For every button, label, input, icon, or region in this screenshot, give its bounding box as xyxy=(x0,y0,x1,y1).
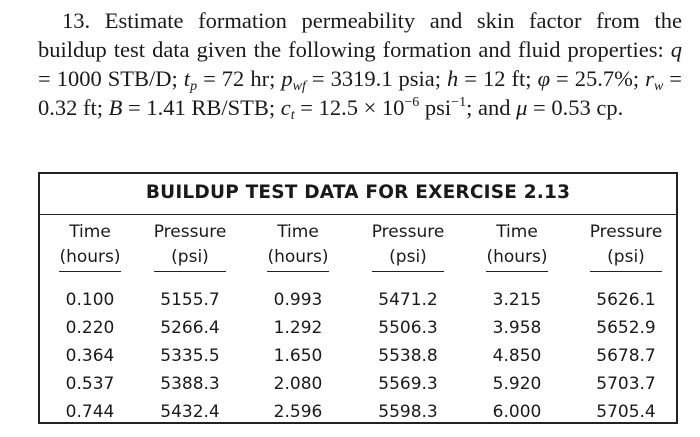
table-column-pressure-2 xyxy=(362,220,454,426)
column-values xyxy=(578,286,674,426)
column-values xyxy=(50,286,130,426)
column-header-unit: (hours) xyxy=(267,247,329,267)
table-cell: 5538.8 xyxy=(378,346,438,366)
problem-line-2: buildup test data given the following formation and fluid properties: xyxy=(38,37,664,62)
table-cell: 1.292 xyxy=(273,318,323,338)
table-cell: 2.080 xyxy=(273,374,323,394)
b-value: = 1.41 RB/STB; xyxy=(122,95,281,120)
pwf-value: = 3319.1 psia; xyxy=(305,66,448,91)
table-column-time-1 xyxy=(50,220,130,426)
q-value: = 1000 STB/D; xyxy=(38,66,184,91)
table-cell: 5335.5 xyxy=(160,346,220,366)
column-header-title: Pressure xyxy=(153,222,227,242)
column-values xyxy=(258,286,338,426)
ct-unit: psi xyxy=(419,95,452,120)
table-title: BUILDUP TEST DATA FOR EXERCISE 2.13 xyxy=(145,182,571,203)
rw-symbol: r xyxy=(645,66,654,91)
column-header xyxy=(372,220,445,272)
table-cell: 5506.3 xyxy=(378,318,438,338)
column-header-title: Pressure xyxy=(371,222,445,242)
table-column-time-3 xyxy=(476,220,558,426)
h-symbol: h xyxy=(447,66,459,91)
tp-subscript: p xyxy=(190,79,198,94)
column-header-title: Time xyxy=(496,222,538,242)
column-header-title: Time xyxy=(69,222,111,242)
table-column-pressure-3 xyxy=(578,220,674,426)
table-column-pressure-1 xyxy=(145,220,235,426)
table-cell: 5598.3 xyxy=(378,402,438,422)
problem-statement xyxy=(38,6,682,122)
table-cell: 0.537 xyxy=(65,374,115,394)
table-cell: 0.220 xyxy=(65,318,115,338)
rw-subscript: w xyxy=(653,79,664,94)
phi-value: = 25.7%; xyxy=(550,66,640,91)
table-cell: 0.364 xyxy=(65,346,115,366)
table-cell: 5652.9 xyxy=(596,318,656,338)
column-header-title: Pressure xyxy=(589,222,663,242)
table-cell: 5626.1 xyxy=(596,290,656,310)
column-header-unit: (psi) xyxy=(607,247,645,267)
table-cell: 5388.3 xyxy=(160,374,220,394)
table-cell: 1.650 xyxy=(273,346,323,366)
column-header xyxy=(154,220,227,272)
ct-value: = 12.5 × 10 xyxy=(294,95,405,120)
tp-value: = 72 hr; xyxy=(197,66,282,91)
ct-unit-exponent: −1 xyxy=(451,95,467,110)
rw-value: = 0.32 ft; xyxy=(38,66,682,120)
ct-tail: ; and xyxy=(466,95,517,120)
table-cell: 6.000 xyxy=(492,402,542,422)
tp-symbol: t xyxy=(183,66,191,91)
mu-value: = 0.53 xyxy=(527,95,591,120)
column-header xyxy=(267,220,328,272)
h-value: = 12 ft; xyxy=(458,66,538,91)
column-values xyxy=(476,286,558,426)
column-values xyxy=(145,286,235,426)
column-header-unit: (hours) xyxy=(486,247,548,267)
problem-line-1: 13. Estimate formation permeability and skin factor from the xyxy=(62,8,682,33)
buildup-data-table xyxy=(38,172,678,424)
column-header xyxy=(59,220,120,272)
mu-symbol: μ xyxy=(516,95,528,120)
phi-symbol: φ xyxy=(537,66,551,91)
table-cell: 3.215 xyxy=(492,290,542,310)
column-header-unit: (psi) xyxy=(389,247,427,267)
b-symbol: B xyxy=(108,95,123,120)
table-cell: 2.596 xyxy=(273,402,323,422)
table-cell: 0.100 xyxy=(65,290,115,310)
ct-symbol: c xyxy=(280,95,291,120)
column-header xyxy=(590,220,663,272)
column-header-unit: (psi) xyxy=(171,247,209,267)
table-cell: 5678.7 xyxy=(596,346,656,366)
column-values xyxy=(362,286,454,426)
table-cell: 5.920 xyxy=(492,374,542,394)
column-header-unit: (hours) xyxy=(59,247,121,267)
column-header xyxy=(486,220,547,272)
table-cell: 4.850 xyxy=(492,346,542,366)
title-divider xyxy=(40,214,676,215)
table-column-time-2 xyxy=(258,220,338,426)
q-symbol: q xyxy=(670,37,683,62)
ct-exponent: −6 xyxy=(404,95,420,110)
table-cell: 5432.4 xyxy=(160,402,220,422)
table-cell: 0.744 xyxy=(65,402,115,422)
problem-line-5: cp. xyxy=(596,95,624,120)
table-cell: 5703.7 xyxy=(596,374,656,394)
table-cell: 5155.7 xyxy=(160,290,220,310)
column-header-title: Time xyxy=(277,222,319,242)
table-cell: 0.993 xyxy=(273,290,323,310)
table-cell: 3.958 xyxy=(492,318,542,338)
table-cell: 5705.4 xyxy=(596,402,656,422)
table-cell: 5266.4 xyxy=(160,318,220,338)
ct-subscript: t xyxy=(290,108,295,123)
table-cell: 5471.2 xyxy=(378,290,438,310)
pwf-symbol: p xyxy=(281,66,293,91)
pwf-subscript: wf xyxy=(292,79,306,94)
table-cell: 5569.3 xyxy=(378,374,438,394)
